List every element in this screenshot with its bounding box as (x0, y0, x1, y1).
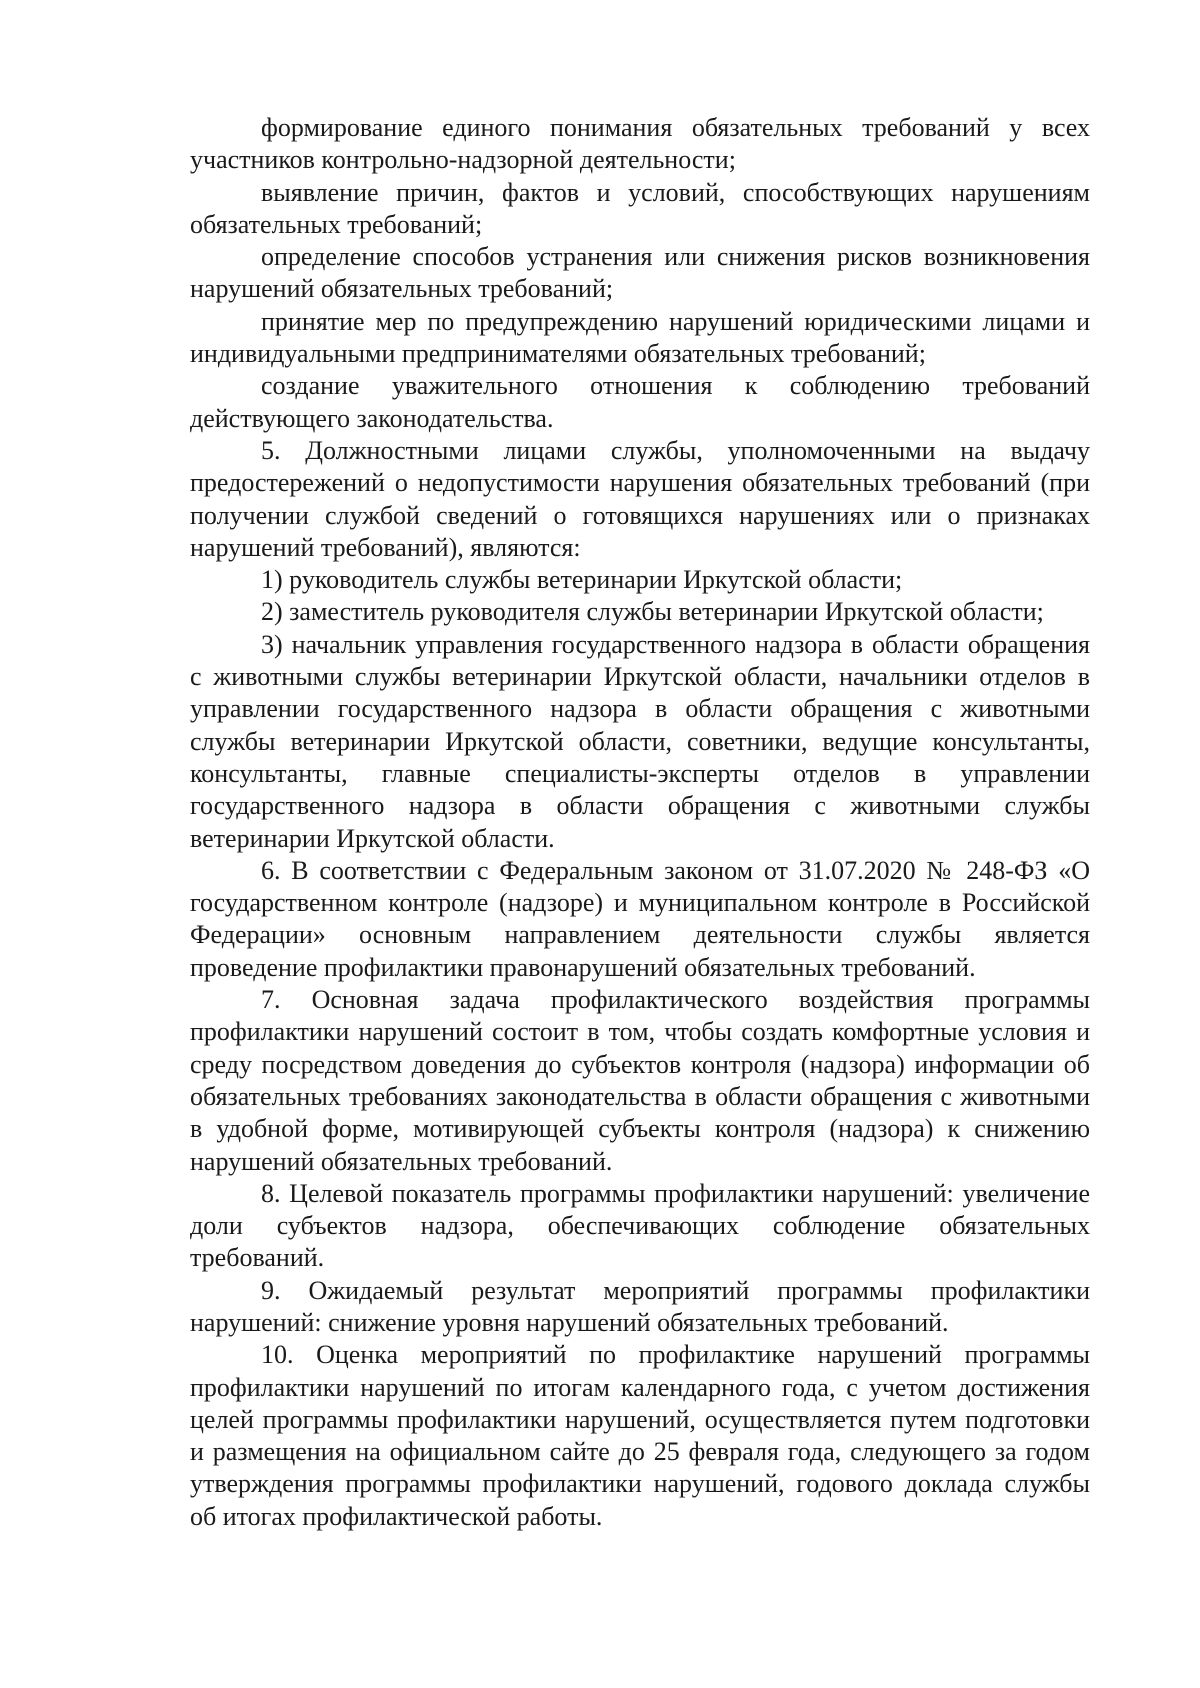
paragraph-7-main-task: 7. Основная задача профилактического воздействия программы профилактики нарушений состоит в том, чтобы создать комфортные условия и среду посредством доведения до субъектов контроля (надзора) информации об обязательных требованиях законодательства в области обращения с животными в удобной форме, мотивирующей субъекты контроля (надзора) к снижению нарушений обязательных требований. (190, 985, 1090, 1176)
paragraph-10-evaluation: 10. Оценка мероприятий по профилактике нарушений программы профилактики нарушений по итогам календарного года, с учетом достижения целей программы профилактики нарушений, осуществляется путем подготовки и размещения на официальном сайте до 25 февраля года, следующего за годом утверждения программы профилактики нарушений, годового доклада службы об итогах профилактической работы. (190, 1340, 1090, 1531)
paragraph-goal-prevention-measures: принятие мер по предупреждению нарушений юридическими лицами и индивидуальными предпринимателями обязательных требований; (190, 306, 1090, 369)
paragraph-8-target-indicator: 8. Целевой показатель программы профилактики нарушений: увеличение доли субъектов надзора, обеспечивающих соблюдение обязательных требований. (190, 1178, 1090, 1273)
paragraph-goal-respect-law: создание уважительного отношения к соблюдению требований действующего законодательства. (190, 371, 1090, 433)
paragraph-5-officials: 5. Должностными лицами службы, уполномоченными на выдачу предостережений о недопустимости нарушения обязательных требований (при получении службой сведений о готовящихся нарушениях или о признаках нарушений требований), являются: (190, 435, 1090, 562)
paragraph-9-expected-result: 9. Ожидаемый результат мероприятий программы профилактики нарушений: снижение уровня нарушений обязательных требований. (190, 1275, 1090, 1337)
list-item-2-deputy: 2) заместитель руководителя службы ветеринарии Иркутской области; (261, 597, 1044, 627)
paragraph-6-federal-law: 6. В соответствии с Федеральным законом от 31.07.2020 № 248-ФЗ «О государственном контроле (надзоре) и муниципальном контроле в Российской Федерации» основным направлением деятельности службы является проведение профилактики правонарушений обязательных требований. (190, 855, 1090, 982)
list-item-1-head: 1) руководитель службы ветеринарии Иркутской области; (261, 565, 903, 595)
paragraph-goal-risk-reduction: определение способов устранения или снижения рисков возникновения нарушений обязательных требований; (190, 242, 1090, 304)
paragraph-goal-identify-causes: выявление причин, фактов и условий, способствующих нарушениям обязательных требований; (190, 177, 1090, 239)
document-page (190, 112, 1090, 1533)
paragraph-goal-common-understanding: формирование единого понимания обязательных требований у всех участников контрольно-надзорной деятельности; (190, 113, 1090, 175)
list-item-3-staff: 3) начальник управления государственного надзора в области обращения с животными службы ветеринарии Иркутской области, начальники отделов в управлении государственного надзора в области обращения с животными службы ветеринарии Иркутской области, советники, ведущие консультанты, консультанты, главные специалисты-эксперты отделов в управлении государственного надзора в области обращения с животными службы ветеринарии Иркутской области. (190, 629, 1090, 853)
